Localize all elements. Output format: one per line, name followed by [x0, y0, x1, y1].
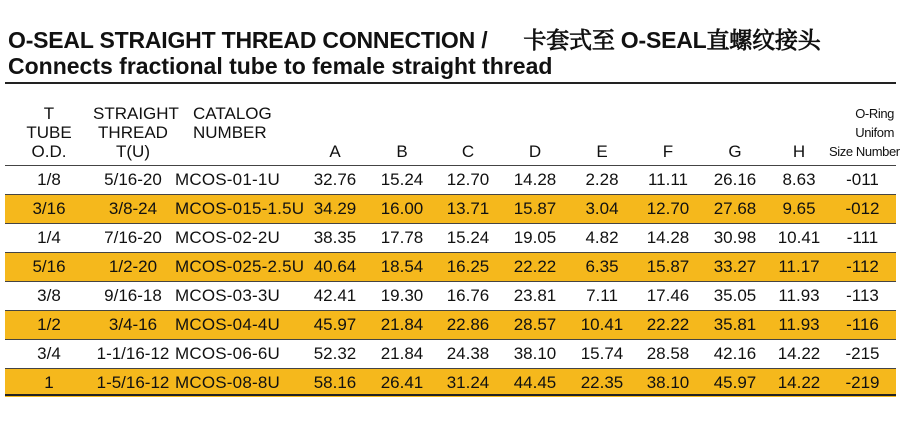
cell-oring-size: -116: [829, 311, 896, 340]
cell-dim-b: 26.41: [369, 369, 435, 398]
cell-dim-c: 31.24: [435, 369, 501, 398]
header-line: STRAIGHT: [93, 104, 179, 123]
cell-dim-h: 11.17: [769, 253, 829, 282]
cell-dim-b: 21.84: [369, 340, 435, 369]
cell-thread: 1-5/16-12: [93, 369, 173, 398]
cell-dim-b: 21.84: [369, 311, 435, 340]
cell-dim-h: 11.93: [769, 282, 829, 311]
cell-dim-a: 40.64: [301, 253, 369, 282]
cell-dim-a: 45.97: [301, 311, 369, 340]
header-dim-d: D: [501, 86, 569, 166]
header-dim-e: E: [569, 86, 635, 166]
cell-catalog-number: MCOS-025-2.5U: [173, 253, 301, 282]
header-dim-b: B: [369, 86, 435, 166]
cell-dim-c: 24.38: [435, 340, 501, 369]
top-rule: [5, 82, 896, 84]
cell-dim-a: 52.32: [301, 340, 369, 369]
page-title: [8, 27, 821, 53]
cell-dim-f: 14.28: [635, 224, 701, 253]
cell-dim-a: 38.35: [301, 224, 369, 253]
table-row: [5, 166, 896, 195]
cell-tube-od: 3/8: [5, 282, 93, 311]
cell-tube-od: 3/16: [5, 195, 93, 224]
table-row: [5, 195, 896, 224]
cell-dim-b: 16.00: [369, 195, 435, 224]
header-line: Unifom: [855, 125, 894, 140]
cell-dim-e: 22.35: [569, 369, 635, 398]
header-line: CATALOG: [193, 104, 272, 123]
cell-dim-b: 19.30: [369, 282, 435, 311]
cell-dim-e: 2.28: [569, 166, 635, 195]
header-catalog: [173, 86, 301, 166]
header-line: O.D.: [31, 142, 67, 161]
cell-dim-e: 4.82: [569, 224, 635, 253]
cell-thread: 5/16-20: [93, 166, 173, 195]
cell-dim-d: 44.45: [501, 369, 569, 398]
table-row: [5, 224, 896, 253]
cell-dim-f: 12.70: [635, 195, 701, 224]
cell-catalog-number: MCOS-02-2U: [173, 224, 301, 253]
cell-dim-d: 28.57: [501, 311, 569, 340]
header-line: Size Number: [829, 144, 900, 159]
cell-dim-d: 19.05: [501, 224, 569, 253]
cell-dim-h: 14.22: [769, 369, 829, 398]
cell-dim-b: 18.54: [369, 253, 435, 282]
cell-tube-od: 1: [5, 369, 93, 398]
cell-thread: 1/2-20: [93, 253, 173, 282]
cell-dim-d: 15.87: [501, 195, 569, 224]
cell-dim-e: 6.35: [569, 253, 635, 282]
cell-catalog-number: MCOS-04-4U: [173, 311, 301, 340]
cell-thread: 1-1/16-12: [93, 340, 173, 369]
header-line: T: [43, 104, 55, 123]
cell-dim-g: 26.16: [701, 166, 769, 195]
cell-catalog-number: MCOS-01-1U: [173, 166, 301, 195]
header-dim-h: H: [769, 86, 829, 166]
cell-tube-od: 1/8: [5, 166, 93, 195]
cell-thread: 3/4-16: [93, 311, 173, 340]
cell-dim-c: 16.76: [435, 282, 501, 311]
cell-dim-d: 23.81: [501, 282, 569, 311]
cell-dim-c: 16.25: [435, 253, 501, 282]
header-row: [5, 86, 896, 166]
cell-dim-e: 15.74: [569, 340, 635, 369]
cell-dim-h: 14.22: [769, 340, 829, 369]
cell-dim-a: 32.76: [301, 166, 369, 195]
header-line: NUMBER: [193, 123, 267, 142]
header-dim-f: F: [635, 86, 701, 166]
cell-dim-f: 22.22: [635, 311, 701, 340]
cell-dim-g: 35.81: [701, 311, 769, 340]
cell-oring-size: -012: [829, 195, 896, 224]
cell-dim-d: 38.10: [501, 340, 569, 369]
cell-tube-od: 1/4: [5, 224, 93, 253]
cell-oring-size: -219: [829, 369, 896, 398]
cell-thread: 3/8-24: [93, 195, 173, 224]
cell-catalog-number: MCOS-015-1.5U: [173, 195, 301, 224]
cell-dim-b: 15.24: [369, 166, 435, 195]
table-row: [5, 340, 896, 369]
spec-table: [5, 86, 900, 397]
cell-dim-d: 22.22: [501, 253, 569, 282]
header-line: THREAD: [98, 123, 168, 142]
cell-thread: 9/16-18: [93, 282, 173, 311]
header-dim-c: C: [435, 86, 501, 166]
title-cn: 卡套式至 O-SEAL直螺纹接头: [523, 27, 821, 53]
header-line: TUBE: [26, 123, 72, 142]
cell-dim-h: 9.65: [769, 195, 829, 224]
cell-dim-a: 58.16: [301, 369, 369, 398]
cell-dim-e: 3.04: [569, 195, 635, 224]
cell-dim-h: 8.63: [769, 166, 829, 195]
cell-dim-g: 27.68: [701, 195, 769, 224]
cell-dim-f: 38.10: [635, 369, 701, 398]
table-row: [5, 311, 896, 340]
cell-catalog-number: MCOS-06-6U: [173, 340, 301, 369]
cell-dim-b: 17.78: [369, 224, 435, 253]
cell-dim-g: 33.27: [701, 253, 769, 282]
table-row: [5, 282, 896, 311]
header-line: O-Ring: [855, 106, 894, 121]
header-dim-a: A: [301, 86, 369, 166]
cell-dim-g: 45.97: [701, 369, 769, 398]
header-line: T(U): [116, 142, 150, 161]
header-tube-od: [5, 86, 93, 166]
cell-dim-a: 34.29: [301, 195, 369, 224]
cell-catalog-number: MCOS-03-3U: [173, 282, 301, 311]
title-en: O-SEAL STRAIGHT THREAD CONNECTION /: [8, 27, 488, 53]
table-row: [5, 253, 896, 282]
cell-catalog-number: MCOS-08-8U: [173, 369, 301, 398]
cell-dim-c: 22.86: [435, 311, 501, 340]
cell-dim-h: 10.41: [769, 224, 829, 253]
cell-tube-od: 5/16: [5, 253, 93, 282]
bottom-rule: [5, 394, 896, 396]
header-oring: [829, 86, 900, 166]
cell-oring-size: -111: [829, 224, 896, 253]
cell-dim-h: 11.93: [769, 311, 829, 340]
cell-dim-g: 35.05: [701, 282, 769, 311]
cell-thread: 7/16-20: [93, 224, 173, 253]
cell-tube-od: 3/4: [5, 340, 93, 369]
cell-oring-size: -215: [829, 340, 896, 369]
cell-dim-a: 42.41: [301, 282, 369, 311]
header-dim-g: G: [701, 86, 769, 166]
cell-dim-e: 10.41: [569, 311, 635, 340]
cell-dim-c: 15.24: [435, 224, 501, 253]
cell-dim-g: 30.98: [701, 224, 769, 253]
page-subtitle: Connects fractional tube to female straight thread: [8, 53, 553, 79]
cell-dim-f: 15.87: [635, 253, 701, 282]
cell-dim-f: 11.11: [635, 166, 701, 195]
cell-oring-size: -113: [829, 282, 896, 311]
cell-dim-e: 7.11: [569, 282, 635, 311]
table-body: [5, 166, 896, 398]
cell-oring-size: -112: [829, 253, 896, 282]
cell-tube-od: 1/2: [5, 311, 93, 340]
cell-dim-c: 13.71: [435, 195, 501, 224]
table-row: [5, 369, 896, 398]
cell-dim-f: 17.46: [635, 282, 701, 311]
cell-dim-c: 12.70: [435, 166, 501, 195]
cell-dim-f: 28.58: [635, 340, 701, 369]
header-thread: [93, 86, 179, 166]
cell-dim-g: 42.16: [701, 340, 769, 369]
cell-oring-size: -011: [829, 166, 896, 195]
cell-dim-d: 14.28: [501, 166, 569, 195]
